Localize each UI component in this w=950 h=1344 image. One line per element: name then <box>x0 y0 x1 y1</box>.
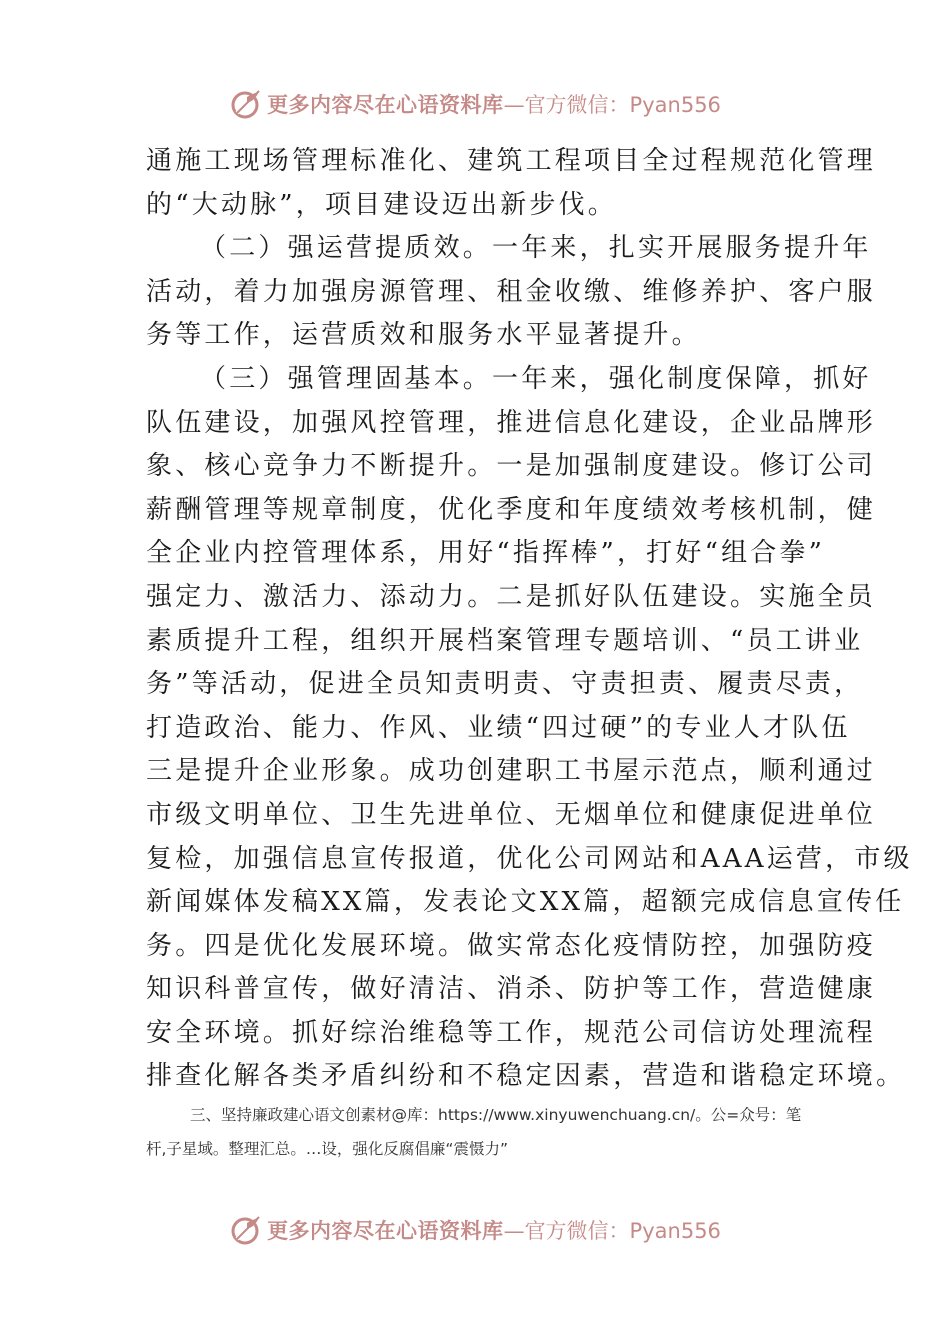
banner-text: 更多内容尽在心语资料库 <box>267 1219 504 1243</box>
footnote-line: 杆,子星域。整理汇总。…设，强化反腐倡廉“震慑力” <box>146 1140 508 1158</box>
body-line: 通施工现场管理标准化、建筑工程项目全过程规范化管理 <box>146 146 877 176</box>
body-line: 素质提升工程，组织开展档案管理专题培训、“员工讲业 <box>146 625 864 656</box>
banner-text: 更多内容尽在心语资料库 <box>267 93 504 117</box>
body-line: 活动，着力加强房源管理、租金收缴、维修养护、客户服 <box>146 276 877 307</box>
header-banner <box>0 82 950 126</box>
banner-suffix: —官方微信：Pyan556 <box>503 93 721 117</box>
banner-suffix: —官方微信：Pyan556 <box>503 1219 721 1243</box>
body-line: 全企业内控管理体系，用好“指挥棒”，打好“组合拳” <box>146 538 826 569</box>
body-line: 务等工作，运营质效和服务水平显著提升。 <box>146 320 701 351</box>
footer-banner <box>0 1208 950 1252</box>
body-line: 象、核心竞争力不断提升。一是加强制度建设。修订公司 <box>146 451 877 482</box>
body-line: 新闻媒体发稿XX篇，发表论文XX篇，超额完成信息宣传任 <box>146 887 905 918</box>
body-line: 队伍建设，加强风控管理，推进信息化建设，企业品牌形 <box>146 407 877 438</box>
body-line: 薪酬管理等规章制度，优化季度和年度绩效考核机制，健 <box>146 494 877 525</box>
body-line: 知识科普宣传，做好清洁、消杀、防护等工作，营造健康 <box>146 974 877 1005</box>
body-line: （三）强管理固基本。一年来，强化制度保障，抓好 <box>200 363 872 394</box>
body-line: （二）强运营提质效。一年来，扎实开展服务提升年 <box>200 233 872 264</box>
quill-seal-logo-icon <box>229 87 263 121</box>
body-line: 的“大动脉”，项目建设迈出新步伐。 <box>146 189 617 220</box>
body-line: 务。四是优化发展环境。做实常态化疫情防控，加强防疫 <box>146 930 877 961</box>
body-line: 排查化解各类矛盾纠纷和不稳定因素，营造和谐稳定环境。 <box>146 1061 906 1092</box>
body-line: 务”等活动，促进全员知责明责、守责担责、履责尽责， <box>146 669 864 700</box>
body-line: 打造政治、能力、作风、业绩“四过硬”的专业人才队伍 <box>146 712 851 743</box>
body-line: 强定力、激活力、添动力。二是抓好队伍建设。实施全员 <box>146 581 877 612</box>
body-line: 安全环境。抓好综治维稳等工作，规范公司信访处理流程 <box>146 1017 877 1048</box>
body-line: 三是提升企业形象。成功创建职工书屋示范点，顺利通过 <box>146 756 877 787</box>
body-line: 复检，加强信息宣传报道，优化公司网站和AAA运营，市级 <box>146 843 913 874</box>
footnote <box>146 1098 810 1166</box>
document-body <box>146 140 913 1099</box>
body-line: 市级文明单位、卫生先进单位、无烟单位和健康促进单位 <box>146 799 877 830</box>
footnote-line: 三、坚持廉政建心语文创素材@库：https://www.xinyuwenchuang.cn/。公=众号：笔 <box>190 1106 802 1124</box>
quill-seal-logo-icon <box>229 1213 263 1247</box>
